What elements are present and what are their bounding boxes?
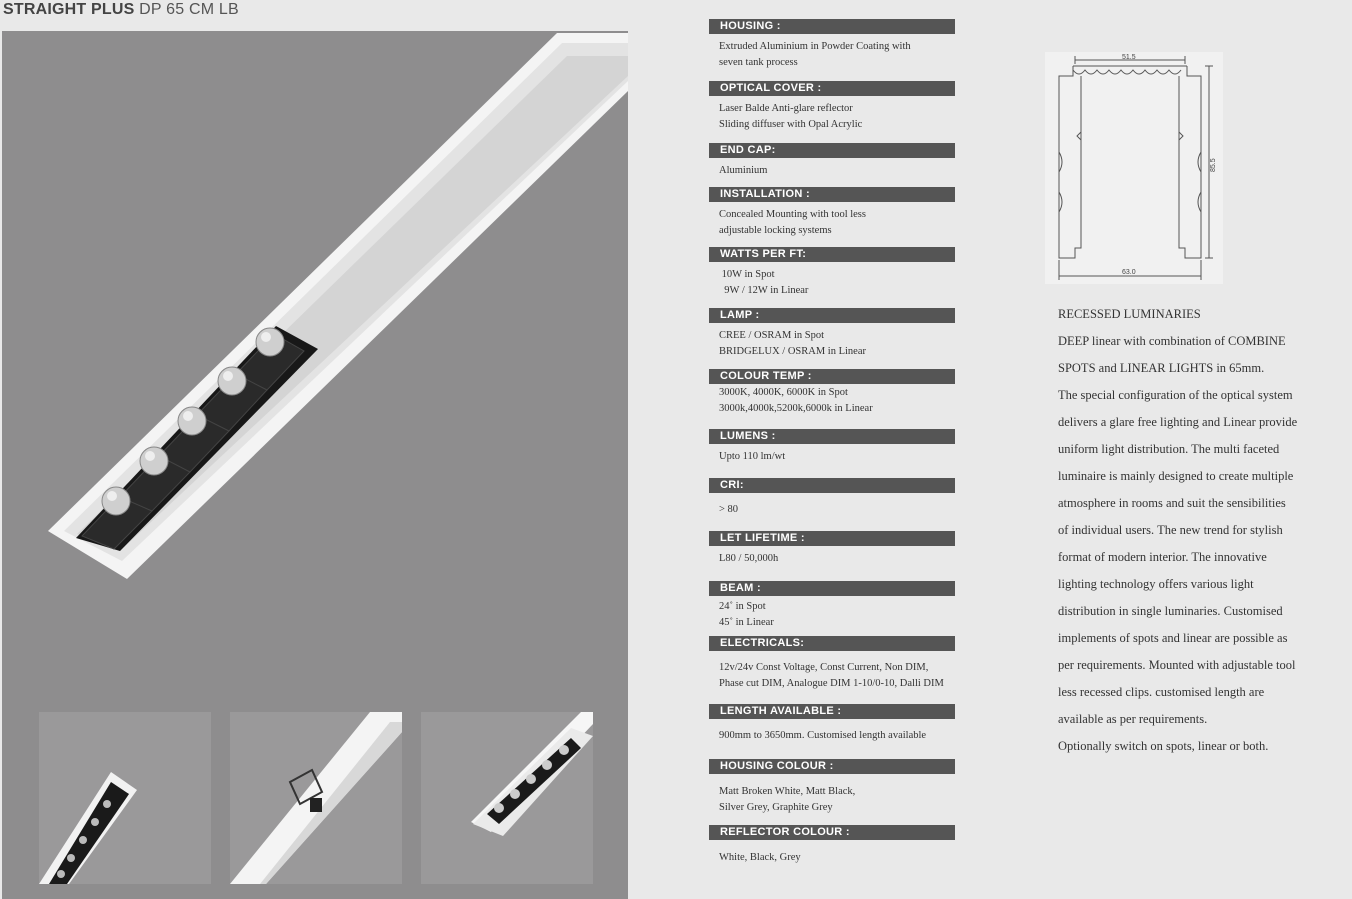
thumbnail-image-2[interactable] [230,712,402,884]
spec-label: END CAP: [709,143,955,158]
description-line: atmosphere in rooms and suit the sensibilities [1058,496,1286,510]
spec-value: Aluminium [719,165,768,176]
spec-value: Matt Broken White, Matt Black, Silver Grey, Graphite Grey [719,786,856,813]
spec-value: Upto 110 lm/wt [719,451,786,462]
spec-housing [709,19,955,71]
spec-value: Laser Balde Anti-glare reflector Sliding diffuser with Opal Acrylic [719,103,863,130]
spec-value: White, Black, Grey [719,852,801,863]
spec-beam [709,581,955,631]
spec-label: LUMENS : [709,429,955,444]
description-line: SPOTS and LINEAR LIGHTS in 65mm. [1058,361,1265,375]
description-line: delivers a glare free lighting and Linear provide [1058,415,1298,429]
dimension-width-bottom: 63.0 [1122,269,1136,276]
description-line: luminaire is mainly designed to create multiple [1058,469,1294,483]
spec-value: Extruded Aluminium in Powder Coating with seven tank process [719,41,911,68]
description-line: format of modern interior. The innovative [1058,550,1267,564]
description-line: of individual users. The new trend for stylish [1058,523,1283,537]
description-line: uniform light distribution. The multi faceted [1058,442,1280,456]
spec-colour-temp [709,369,955,417]
spec-label: LENGTH AVAILABLE : [709,704,955,719]
page-title [3,1,239,19]
spec-label: CRI: [709,478,955,493]
spec-label: ELECTRICALS: [709,636,955,651]
spec-label: COLOUR TEMP : [709,369,955,384]
spec-value: > 80 [719,504,739,515]
description-line: lighting technology offers various light [1058,577,1254,591]
description-line: The special configuration of the optical system [1058,388,1293,402]
spec-label: OPTICAL COVER : [709,81,955,96]
spec-end-cap [709,143,955,179]
spec-lamp [709,308,955,360]
spec-housing-colour [709,759,955,816]
spec-label: LET LIFETIME : [709,531,955,546]
thumbnail-image-1[interactable] [39,712,211,884]
spec-cri [709,478,955,518]
spec-label: WATTS PER FT: [709,247,955,262]
spec-label: BEAM : [709,581,955,596]
dimension-width-top: 51.5 [1122,54,1136,61]
spec-electricals [709,636,955,692]
description-line: less recessed clips. customised length are [1058,685,1265,699]
description-line: Optionally switch on spots, linear or both. [1058,739,1269,753]
description-line: distribution in single luminaries. Customised [1058,604,1283,618]
profile-technical-drawing [1045,52,1223,284]
spec-value: CREE / OSRAM in Spot BRIDGELUX / OSRAM in Linear [719,330,866,357]
spec-installation [709,187,955,239]
spec-value: 10W in Spot 9W / 12W in Linear [719,269,809,296]
dimension-height: 85.5 [1210,158,1217,172]
product-description [1058,301,1343,760]
description-line: DEEP linear with combination of COMBINE [1058,334,1286,348]
spec-value: 12v/24v Const Voltage, Const Current, Non DIM, Phase cut DIM, Analogue DIM 1-10/0-10, Dalli DIM [719,662,944,689]
product-brand: STRAIGHT PLUS [3,1,135,18]
spec-length-available [709,704,955,744]
spec-lumens [709,429,955,465]
spec-label: LAMP : [709,308,955,323]
description-line: available as per requirements. [1058,712,1208,726]
thumbnail-image-3[interactable] [421,712,593,884]
description-heading: RECESSED LUMINARIES [1058,307,1201,321]
spec-value: Concealed Mounting with tool less adjustable locking systems [719,209,866,236]
spec-value: 24˚ in Spot 45˚ in Linear [719,601,774,628]
product-model: DP 65 CM LB [139,1,239,18]
spec-watts-per-ft [709,247,955,299]
spec-let-lifetime [709,531,955,567]
description-line: implements of spots and linear are possible as [1058,631,1288,645]
spec-value: 900mm to 3650mm. Customised length available [719,730,927,741]
description-line: per requirements. Mounted with adjustable tool [1058,658,1296,672]
spec-label: HOUSING : [709,19,955,34]
spec-value: L80 / 50,000h [719,553,779,564]
spec-optical-cover [709,81,955,133]
spec-label: INSTALLATION : [709,187,955,202]
spec-reflector-colour [709,825,955,866]
spec-label: HOUSING COLOUR : [709,759,955,774]
spec-value: 3000K, 4000K, 6000K in Spot 3000k,4000k,5200k,6000k in Linear [719,387,873,414]
spec-label: REFLECTOR COLOUR : [709,825,955,840]
